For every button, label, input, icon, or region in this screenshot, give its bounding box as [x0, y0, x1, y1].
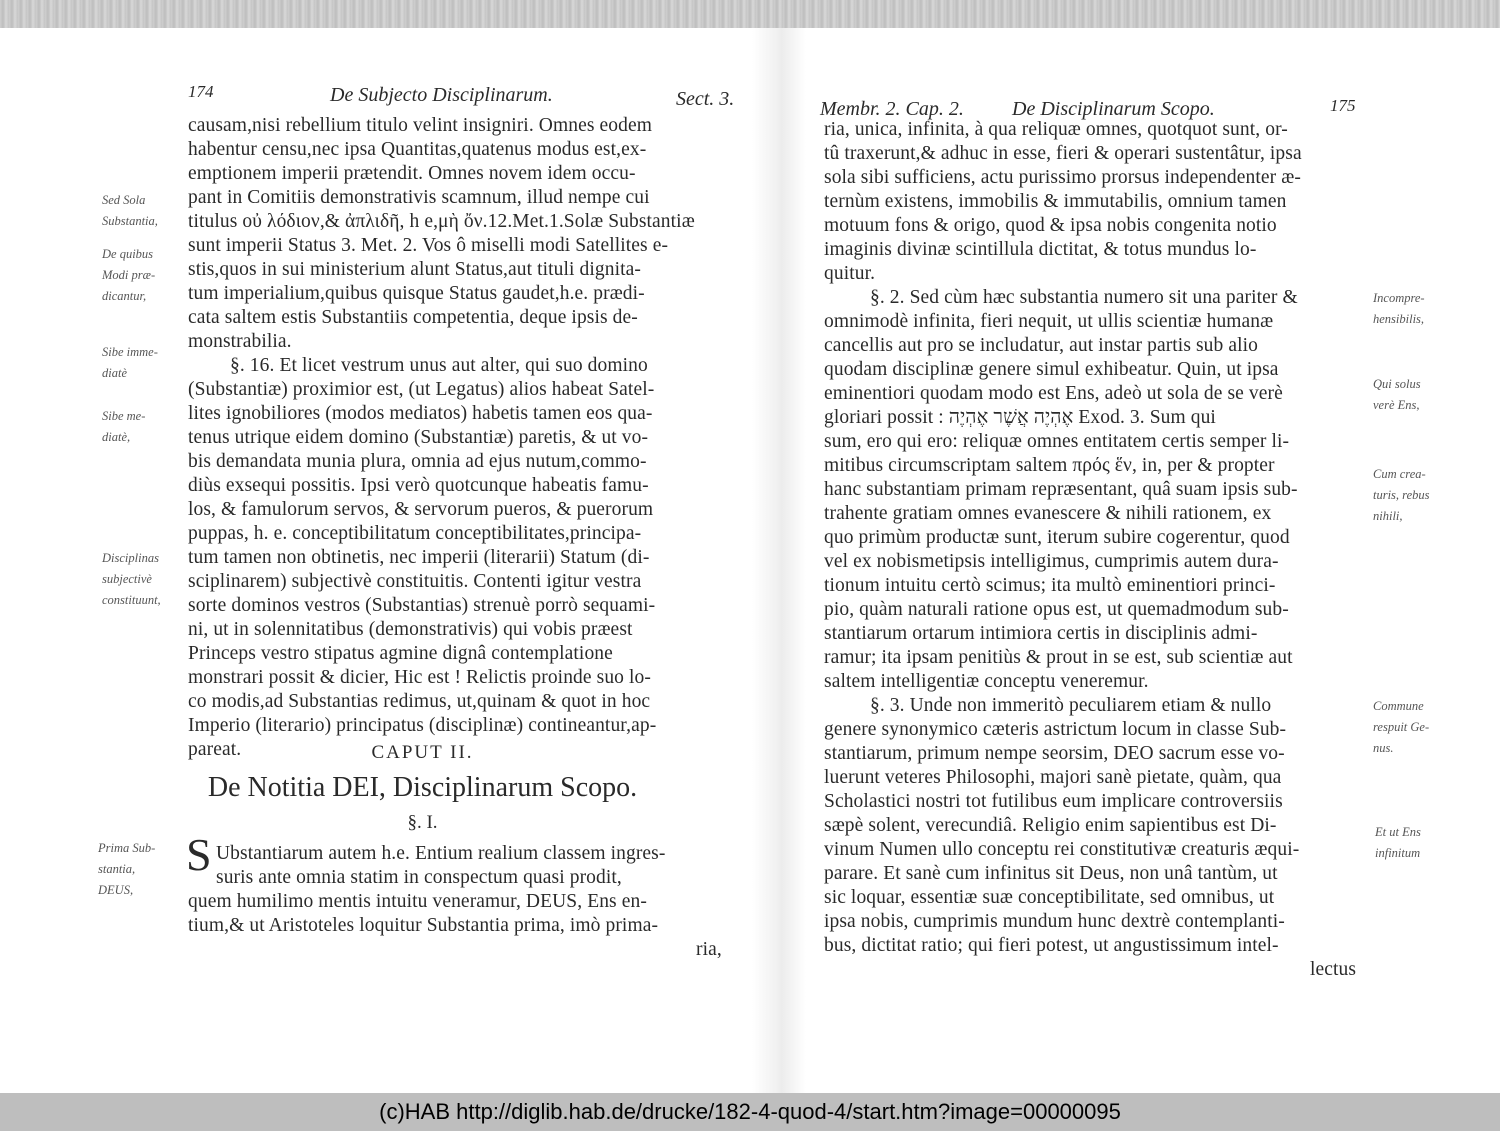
text-line: tenus utrique eidem domino (Substantiæ) paretis, & ut vo-	[188, 427, 649, 448]
margin-note: Cum crea- turis, rebus nihili,	[1373, 467, 1430, 523]
left-running-title: De Subjecto Disciplinarum.	[330, 84, 553, 106]
text-line: §. 3. Unde non immeritò peculiarem etiam & nullo	[870, 695, 1272, 716]
text-line: Scholastici nostri tot futilibus eum implicare controversiis	[824, 791, 1283, 812]
margin-note: Sibe imme- diatè	[102, 345, 158, 380]
text-line: monstrabilia.	[188, 331, 292, 352]
left-page-header	[100, 78, 745, 110]
text-line: sola sibi sufficiens, actu purissimo prorsus independenter æ-	[824, 167, 1301, 188]
text-line: tum imperialium,quibus quisque Status gaudet,h.e. prædi-	[188, 283, 645, 304]
text-line: puppas, h. e. conceptibilitatum conceptibilitates,principa-	[188, 523, 642, 544]
book-gutter	[752, 28, 806, 1093]
text-line: Princeps vestro stipatus agmine dignâ contemplatione	[188, 643, 613, 664]
margin-note: Qui solus verè Ens,	[1373, 377, 1421, 412]
text-line: ipsa nobis, cumprimis mundum hunc dextrè contemplanti-	[824, 911, 1285, 932]
margin-note: Et ut Ens infinitum	[1375, 825, 1421, 860]
left-section-label: Sect. 3.	[676, 88, 735, 110]
text-line: tium,& ut Aristoteles loquitur Substantia prima, imò prima-	[188, 915, 659, 936]
text-line: sciplinarem) subjectivè constituitis. Contenti igitur vestra	[188, 571, 642, 592]
text-line: hanc substantiam primam repræsentant, quâ suam ipsis sub-	[824, 479, 1298, 500]
text-line: trahente gratiam omnes evanescere & nihili rationem, ex	[824, 503, 1272, 524]
text-line: los, & famulorum servos, & servorum pueros, & puerorum	[188, 499, 654, 520]
text-line: lites ignobiliores (modos mediatos) habetis tamen eos qua-	[188, 403, 653, 424]
text-line: ria, unica, infinita, à qua reliquæ omnes, quotquot sunt, or-	[824, 119, 1288, 140]
margin-note: Disciplinas subjectivè constituunt,	[102, 551, 161, 607]
text-line: luerunt veteres Philosophi, majori sanè pietate, quàm, qua	[824, 767, 1282, 788]
margin-note: Incompre- hensibilis,	[1373, 291, 1425, 326]
text-line: tû traxerunt,& adhuc in esse, fieri & operari sustentâtur, ipsa	[824, 143, 1302, 164]
text-line: sunt imperii Status 3. Met. 2. Vos ô miselli modi Satellites e-	[188, 235, 669, 256]
text-line: quem humilimo mentis intuitu veneramur, DEUS, Ens en-	[188, 891, 647, 912]
text-line: motuum fons & origo, quod & ipsa nobis congenita notio	[824, 215, 1277, 236]
text-line: parare. Et sanè cum infinitus sit Deus, non unâ tantùm, ut	[824, 863, 1278, 884]
text-line: vel ex nobismetipsis intelligimus, cumprimis autem dura-	[824, 551, 1279, 572]
text-line: quitur.	[824, 263, 876, 284]
text-line: quodam disciplinæ genere simul exhibeatur. Quin, ut ipsa	[824, 359, 1279, 380]
right-section-label: Membr. 2. Cap. 2.	[820, 98, 964, 120]
right-page-header	[820, 92, 1470, 118]
left-page	[100, 78, 745, 978]
text-line: pant in Comitiis demonstrativis scamnum, illud nempe cui	[188, 187, 650, 208]
text-line: stantiarum ortarum intimiora certis in disciplinis admi-	[824, 623, 1258, 644]
text-line: ternùm existens, immobilis & immutabilis, omnium tamen	[824, 191, 1287, 212]
text-line: quo primùm productæ sunt, iterum subire cogerentur, quod	[824, 527, 1290, 548]
text-line: ni, ut in solennitatibus (demonstrativis) qui vobis præest	[188, 619, 633, 640]
section-mark: §. I.	[407, 812, 438, 833]
text-line: saltem intelligentiæ conceptu veneremur.	[824, 671, 1149, 692]
text-line: vinum Numen ullo conceptu rei constitutivæ creaturis æqui-	[824, 839, 1300, 860]
drop-cap: S	[186, 829, 212, 880]
text-line: gloriari possit : אֶהְיֶה אֲשֶׁר אֶהְיֶה Exod. 3. Sum qui	[824, 407, 1216, 428]
scan-top-edge	[0, 0, 1500, 28]
text-line: bus, dictitat ratio; qui fieri potest, ut angustissimum intel-	[824, 935, 1279, 956]
text-line: bis demandata munia plura, omnia ad ejus nutum,commo-	[188, 451, 647, 472]
text-line: co modis,ad Substantias redimus, ut,quinam & quot in hoc	[188, 691, 651, 712]
margin-note: Prima Sub- stantia, DEUS,	[98, 841, 156, 897]
text-line: stantiarum, primum nempe seorsim, DEO sacrum esse vo-	[824, 743, 1285, 764]
text-line: sæpè solent, verecundiâ. Religio enim sapientibus est Di-	[824, 815, 1277, 836]
text-line: habentur censu,nec ipsa Quantitas,quatenus modus est,ex-	[188, 139, 647, 160]
text-line: sic loquar, essentiæ suæ conceptibilitate, sed omnibus, ut	[824, 887, 1275, 908]
text-line: stis,quos in sui ministerium alunt Status,aut tituli dignita-	[188, 259, 641, 280]
text-line: genere synonymico cæteris astrictum locum in classe Sub-	[824, 719, 1287, 740]
text-line: pareat.	[188, 739, 242, 760]
text-line: cancellis aut pro se includatur, aut instar partis sub alio	[824, 335, 1258, 356]
right-page	[820, 92, 1470, 992]
catchword: ria,	[696, 939, 722, 960]
text-line: emptionem imperii prætendit. Omnes novem idem occu-	[188, 163, 636, 184]
text-line: cata saltem estis Substantiis competentia, deque ipsis de-	[188, 307, 638, 328]
text-line: titulus οὐ λόδιον,& ἀπλιδῆ, h e,μὴ ὄν.12.Met.1.Solæ Substantiæ	[188, 211, 695, 232]
right-running-title: De Disciplinarum Scopo.	[1012, 98, 1215, 120]
text-line: sum, ero qui ero: reliquæ omnes entitatem certis semper li-	[824, 431, 1290, 452]
text-line: suris ante omnia statim in conspectum quasi prodit,	[216, 867, 622, 888]
chapter-title: De Notitia DEI, Disciplinarum Scopo.	[207, 772, 638, 803]
text-line: tum tamen non obtinetis, nec imperii (literarii) Statum (di-	[188, 547, 650, 568]
margin-note: Sibe me- diatè,	[102, 409, 146, 444]
text-line: §. 16. Et licet vestrum unus aut alter, qui suo domino	[230, 355, 648, 376]
text-line: mitibus circumscriptam saltem πρός ἕν, in, per & propter	[824, 455, 1275, 476]
chapter-label: CAPUT II.	[371, 742, 474, 763]
text-line: causam,nisi rebellium titulo velint insigniri. Omnes eodem	[188, 115, 652, 136]
text-line: omnimodè infinita, fieri nequit, ut ullis scientiæ humanæ	[824, 311, 1274, 332]
text-line: ramur; ita ipsam penitiùs & prout in se est, sub scientiæ aut	[824, 647, 1293, 668]
text-line: Ubstantiarum autem h.e. Entium realium classem ingres-	[216, 843, 666, 864]
text-line: imaginis divinæ scintillula dictitat, & totus mundus lo-	[824, 239, 1257, 260]
text-line: sorte dominos vestros (Substantias) strenuè porrò sequami-	[188, 595, 656, 616]
text-line: eminentiori quodam modo est Ens, adeò ut sola de se verè	[824, 383, 1283, 404]
text-line: monstrari possit & dicier, Hic est ! Relictis proinde suo lo-	[188, 667, 651, 688]
left-page-number: 174	[188, 82, 214, 101]
citation-footer: (c)HAB http://diglib.hab.de/drucke/182-4-quod-4/start.htm?image=00000095	[0, 1093, 1500, 1131]
text-line: pio, quàm naturali ratione opus est, ut quemadmodum sub-	[824, 599, 1289, 620]
catchword: lectus	[1310, 959, 1357, 980]
text-line: tionum intuitu certò scimus; ita multò eminentiori princi-	[824, 575, 1276, 596]
text-line: §. 2. Sed cùm hæc substantia numero sit una pariter &	[870, 287, 1298, 308]
text-line: (Substantiæ) proximior est, (ut Legatus) alios habeat Satel-	[188, 379, 655, 400]
margin-note: Commune respuit Ge- nus.	[1373, 699, 1430, 755]
margin-note: Sed Sola Substantia,	[102, 193, 158, 228]
text-line: Imperio (literario) principatus (disciplinæ) contineantur,ap-	[188, 715, 657, 736]
right-page-number: 175	[1330, 96, 1356, 115]
text-line: diùs exsequi possitis. Ipsi verò quotcunque habeatis famu-	[188, 475, 649, 496]
margin-note: De quibus Modi præ- dicantur,	[102, 247, 156, 303]
